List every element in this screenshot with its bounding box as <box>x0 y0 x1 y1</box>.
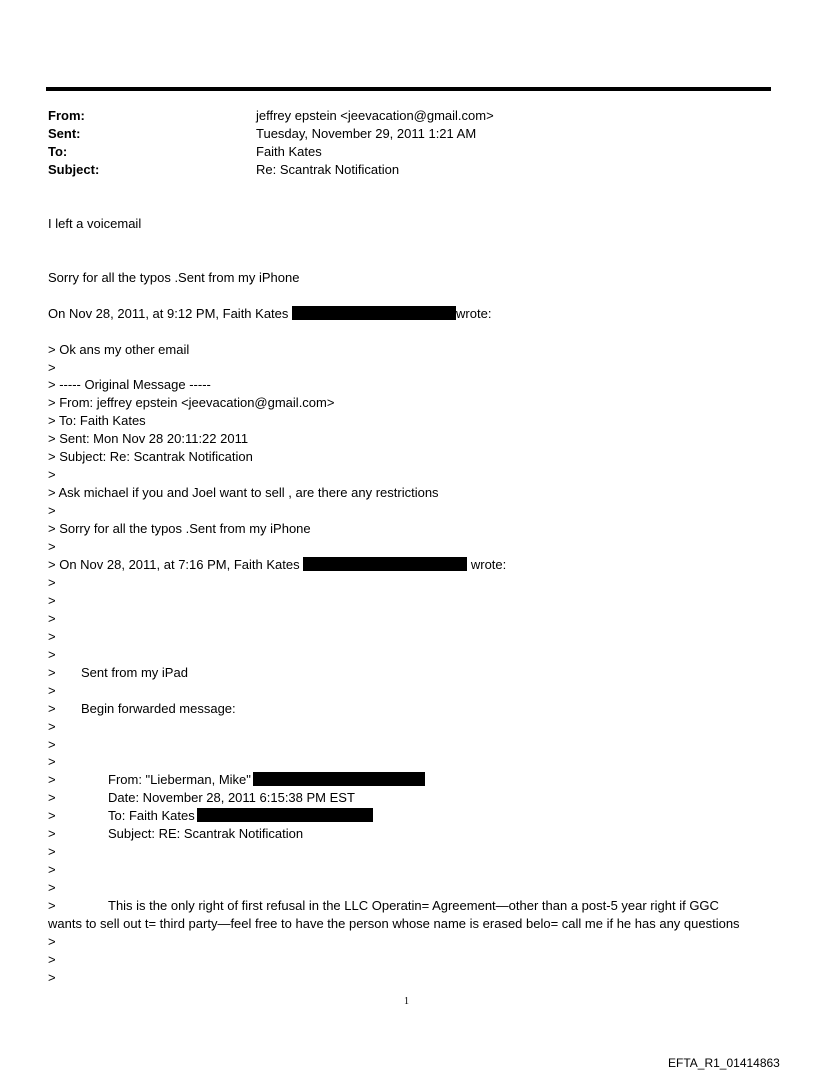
typos-line: Sorry for all the typos .Sent from my iPhone <box>48 270 300 285</box>
from-label: From: <box>48 108 85 123</box>
quote-blank: > <box>48 611 56 626</box>
quote-blank: > <box>48 952 56 967</box>
reply-attribution-2 <box>48 556 506 574</box>
quote-marker: > <box>48 701 56 716</box>
header-rule <box>46 87 771 91</box>
quote-marker: > <box>48 898 56 913</box>
quote-blank: > <box>48 737 56 752</box>
attribution-2-wrote: wrote: <box>470 557 507 572</box>
quote-blank: > <box>48 934 56 949</box>
subject-label: Subject: <box>48 162 100 177</box>
quote-sent: > Sent: Mon Nov 28 20:11:22 2011 <box>48 431 249 446</box>
quote-blank: > <box>48 647 56 662</box>
fwd-date: Date: November 28, 2011 6:15:38 PM EST <box>108 790 355 805</box>
subject-value: Re: Scantrak Notification <box>256 162 400 177</box>
from-value: jeffrey epstein <jeevacation@gmail.com> <box>256 108 494 123</box>
quote-blank: > <box>48 575 56 590</box>
quote-blank: > <box>48 503 56 518</box>
begin-forwarded: Begin forwarded message: <box>81 701 236 716</box>
fwd-to <box>108 807 373 825</box>
sent-label: Sent: <box>48 126 81 141</box>
voicemail-line: I left a voicemail <box>48 216 142 231</box>
redaction-box <box>292 306 456 320</box>
sent-value: Tuesday, November 29, 2011 1:21 AM <box>256 126 477 141</box>
sent-from-ipad: Sent from my iPad <box>81 665 188 680</box>
reply-attribution-1 <box>48 305 491 323</box>
quote-marker: > <box>48 665 56 680</box>
quote-blank: > <box>48 539 56 554</box>
attribution-1-wrote: wrote: <box>456 306 492 321</box>
quote-marker: > <box>48 808 56 823</box>
quote-subject: > Subject: Re: Scantrak Notification <box>48 449 253 464</box>
fwd-from-text: From: "Lieberman, Mike" <box>108 772 251 787</box>
quote-original-message: > ----- Original Message ----- <box>48 377 211 392</box>
quote-marker: > <box>48 826 56 841</box>
document-id: EFTA_R1_01414863 <box>668 1056 780 1070</box>
quote-marker: > <box>48 790 56 805</box>
quote-blank: > <box>48 880 56 895</box>
redaction-box <box>197 808 373 822</box>
quote-blank: > <box>48 360 56 375</box>
fwd-subject-row <box>48 825 304 843</box>
quote-blank: > <box>48 683 56 698</box>
quote-ok: > Ok ans my other email <box>48 342 190 357</box>
fwd-to-row <box>48 807 195 825</box>
page-number: 1 <box>404 996 409 1007</box>
fwd-date-row <box>48 789 355 807</box>
redaction-box <box>303 557 467 571</box>
paragraph-line-1: This is the only right of first refusal in the LLC Operatin= Agreement—other than a post-5 year right if GGC <box>108 898 719 913</box>
to-label: To: <box>48 144 68 159</box>
to-value: Faith Kates <box>256 144 322 159</box>
quote-blank: > <box>48 719 56 734</box>
quote-ask: > Ask michael if you and Joel want to sell , are there any restrictions <box>48 485 439 500</box>
quote-from: > From: jeffrey epstein <jeevacation@gmail.com> <box>48 395 335 410</box>
redaction-box <box>253 772 425 786</box>
fwd-to-text: To: Faith Kates <box>108 808 195 823</box>
quote-ipad-row <box>48 664 188 682</box>
fwd-from-row <box>48 771 251 789</box>
quote-blank: > <box>48 970 56 985</box>
quote-blank: > <box>48 844 56 859</box>
fwd-subject: Subject: RE: Scantrak Notification <box>108 826 304 841</box>
quote-blank: > <box>48 593 56 608</box>
quote-blank: > <box>48 862 56 877</box>
attribution-2-text: > On Nov 28, 2011, at 7:16 PM, Faith Kates <box>48 557 300 572</box>
quote-blank: > <box>48 629 56 644</box>
attribution-1-text: On Nov 28, 2011, at 9:12 PM, Faith Kates <box>48 306 289 321</box>
quote-forwarded-row <box>48 700 236 718</box>
quote-typos: > Sorry for all the typos .Sent from my iPhone <box>48 521 311 536</box>
paragraph-line-2: wants to sell out t= third party—feel free to have the person whose name is erased belo= call me if he has any questions <box>48 916 740 931</box>
quote-blank: > <box>48 467 56 482</box>
paragraph-line-1-row <box>48 897 719 915</box>
quote-marker: > <box>48 772 56 787</box>
fwd-from <box>108 771 425 789</box>
quote-blank: > <box>48 754 56 769</box>
quote-to: > To: Faith Kates <box>48 413 146 428</box>
